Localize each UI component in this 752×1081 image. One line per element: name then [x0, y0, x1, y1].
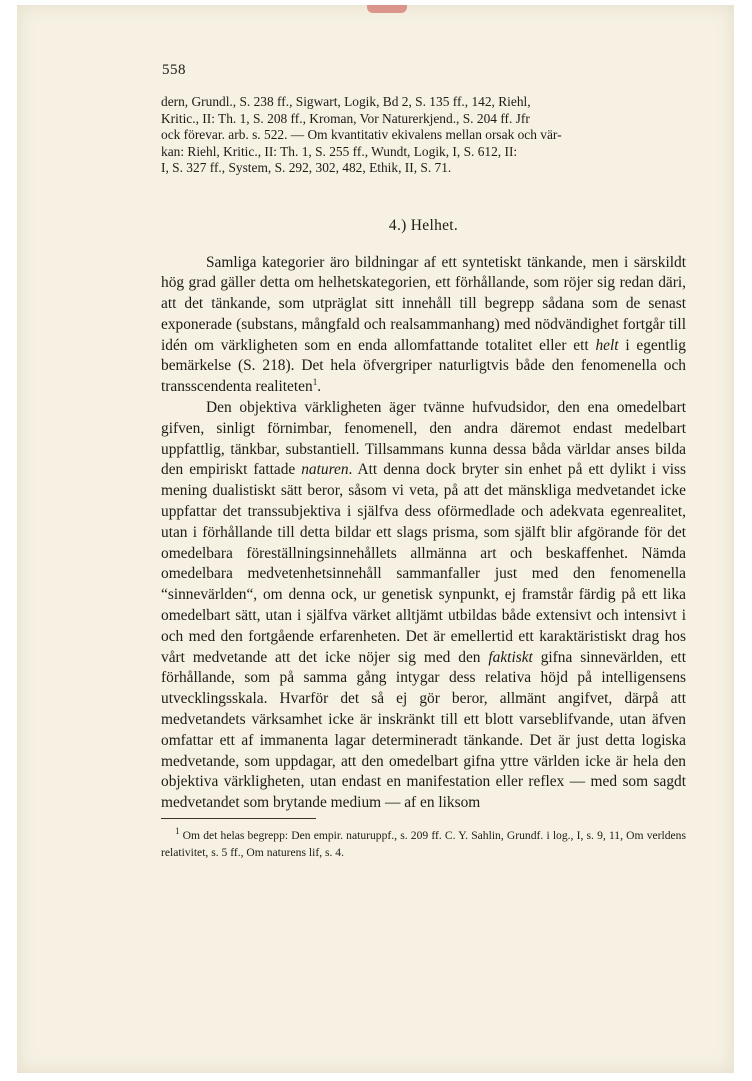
book-page [17, 5, 734, 1073]
page-content [161, 62, 686, 861]
footnote-body: Om det helas begrepp: Den empir. naturuppf., s. 209 ff. C. Y. Sahlin, Grundf. i log., I, s. 9, 11, Om verldens relativitet, s. 5 ff., Om naturens lif, s. 4. [161, 829, 686, 860]
footnote [161, 827, 686, 861]
reference-line: ock förevar. arb. s. 522. — Om kvantitativ ekivalens mellan orsak och vär- [161, 127, 562, 142]
binding-mark [367, 5, 407, 13]
paragraph [161, 253, 686, 399]
footnote-text [161, 827, 686, 861]
paragraph-text: i egentlig bemärkelse (S. 218). Det hela öfvergriper naturligtvis både den fenomenella och transscendenta realiteten [161, 336, 686, 396]
reference-line: dern, Grundl., S. 238 ff., Sigwart, Logik, Bd 2, S. 135 ff., 142, Riehl, [161, 94, 531, 109]
emphasis: helt [595, 336, 619, 354]
reference-line: kan: Riehl, Kritic., II: Th. 1, S. 255 ff., Wundt, Logik, I, S. 612, II: [161, 143, 518, 159]
reference-line: I, S. 327 ff., System, S. 292, 302, 482, Ethik, II, S. 71. [161, 160, 452, 175]
footnote-reference[interactable]: 1 [312, 377, 318, 388]
emphasis: naturen [301, 461, 349, 479]
footnote-divider [161, 818, 316, 819]
paragraph [161, 398, 686, 814]
section-heading: 4.) Helhet. [388, 216, 459, 234]
reference-line: Kritic., II: Th. 1, S. 208 ff., Kroman, Vor Naturerkjend., S. 204 ff. Jfr [161, 110, 530, 126]
paragraph-text: Samliga kategorier äro bildningar af ett syntetiskt tänkande, men i särskildt hög grad gäller detta om helhetskategorien, ett förhållande, som röjer sig redan däri, att det tänkande, som utpräglat sitt innehåll till begrepp sådana som de senast exponerade (substans, mångfald och realsammanhang) med nödvändighet fortgår till idén om värkligheten som en enda allomfattande totalitet eller ett [161, 253, 686, 354]
paragraph-text: Den objektiva värkligheten äger tvänne hufvudsidor, den ena omedelbart gifven, sinligt förnimbar, fenomenell, den andra däremot endast medelbart uppfattlig, tänkbar, substantiell. Tillsammans kunna dessa båda världar anses bilda den empiriskt fattade [161, 399, 686, 479]
body-text [161, 253, 686, 815]
paragraph-text: gifna sinnevärlden, ett förhållande, som på samma gång intygar dess relativa höjd på intelligensens utvecklingsskala. Hvarför det så ej gör beror, allmänt angifvet, därpå att medvetandets värksamhet icke är inskränkt till ett blott varseblifvande, utan äfven omfattar ett af immanenta lagar determineradt tänkande. Det är just detta logiska medvetande, som uppdagar, att den omedelbart gifna yttre världen icke är hela den objektiva värkligheten, utan endast en manifestation eller reflex — med som sagdt medvetandet som brytande medium — af en liksom [161, 648, 686, 812]
footnote-marker: 1 [175, 826, 180, 837]
emphasis: faktiskt [488, 648, 533, 666]
page-number: 558 [162, 62, 186, 78]
references-block [161, 94, 686, 177]
paragraph-text: . Att denna dock bryter sin enhet på ett dylikt i viss mening dualistiskt sätt beror, såsom vi veta, på att det mänskliga medvetandet icke uppfattar det transsubjektiva i själfva dess oförmedlade och adekvata egenrealitet, utan i förhållande till detta bildar ett slags prisma, som själft blir afgörande för det omedelbara föreställningsinnehållets allmänna art och beskaffenhet. Nämda omedelbara medvetenhetsinnehåll sammanfaller just med den fenomenella “sinnevärlden“, om denna ock, ur genetisk synpunkt, ej framstår färdig på ett lika omedelbart sätt, utan i själfva värket alltjämt utbildas både extensivt och intensivt i och med den fortgående erfarenheten. Det är emellertid ett karaktäristiskt drag hos vårt medvetande att det icke nöjer sig med den [161, 461, 686, 666]
paragraph-text: . [317, 378, 322, 396]
